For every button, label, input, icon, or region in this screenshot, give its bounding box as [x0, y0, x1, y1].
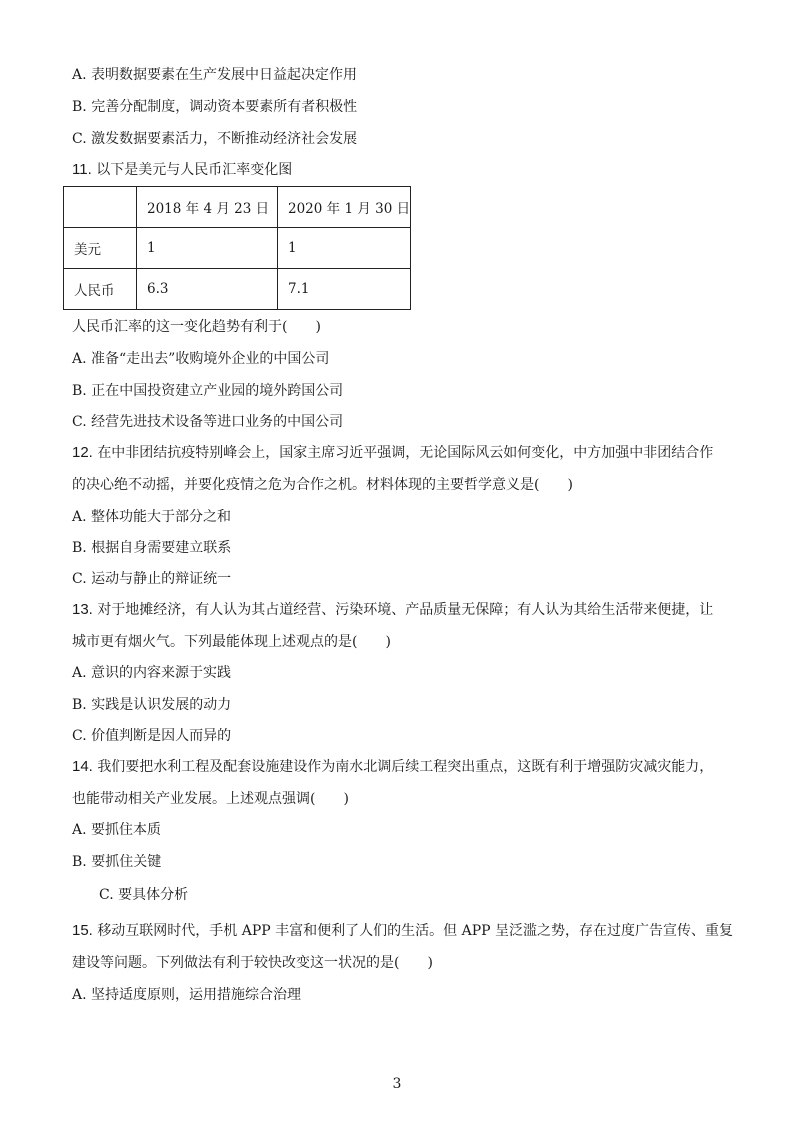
table-row: [64, 228, 411, 269]
q14-option-c: C. 要具体分析: [99, 887, 189, 903]
q13-stem-text: 对于地摊经济，有人认为其占道经营、污染环境、产品质量无保障；有人认为其给生活带来便捷，让: [97, 602, 714, 618]
q12-stem-text: 在中非团结抗疫特别峰会上，国家主席习近平强调，无论国际风云如何变化，中方加强中非团结合作: [97, 445, 714, 461]
q12-stem-line2: 的决心绝不动摇，并要化疫情之危为合作之机。材料体现的主要哲学意义是( ): [72, 477, 573, 493]
q14-stem-text: 我们要把水利工程及配套设施建设作为南水北调后续工程突出重点，这既有利于增强防灾减灾能力，: [97, 759, 714, 775]
q11-option-b: B. 正在中国投资建立产业园的境外跨国公司: [72, 383, 344, 399]
q11-stem: [72, 161, 292, 179]
table-cell: 7.1: [278, 269, 411, 310]
q13-option-a: A. 意识的内容来源于实践: [72, 665, 232, 681]
table-header-row: [64, 187, 411, 228]
q11-question: 人民币汇率的这一变化趋势有利于( ): [72, 319, 321, 335]
q12-number: 12.: [72, 444, 93, 461]
table-header-cell: 2020 年 1 月 30 日: [278, 187, 411, 228]
q13-option-c: C. 价值判断是因人而异的: [72, 728, 232, 744]
table-cell: 1: [278, 228, 411, 269]
table-header-cell: [64, 187, 137, 228]
page-number: 3: [392, 1076, 402, 1092]
q14-stem-line1: [72, 758, 713, 776]
table-row: [64, 269, 411, 310]
q11-option-a: A. 准备“走出去”收购境外企业的中国公司: [72, 351, 330, 367]
q14-option-a: A. 要抓住本质: [72, 822, 162, 838]
table-header-cell: 2018 年 4 月 23 日: [137, 187, 278, 228]
q13-stem-line2: 城市更有烟火气。下列最能体现上述观点的是( ): [72, 634, 391, 650]
q15-stem-line2: 建设等问题。下列做法有利于较快改变这一状况的是( ): [72, 955, 433, 971]
exchange-rate-table: [63, 186, 411, 310]
q11-option-c: C. 经营先进技术设备等进口业务的中国公司: [72, 414, 344, 430]
q10-option-a: A. 表明数据要素在生产发展中日益起决定作用: [72, 67, 358, 83]
table-cell: 6.3: [137, 269, 278, 310]
q12-option-a: A. 整体功能大于部分之和: [72, 509, 232, 525]
q15-stem-text: 移动互联网时代，手机 APP 丰富和便利了人们的生活。但 APP 呈泛滥之势，存在过度广告宣传、重复: [97, 923, 734, 939]
q15-number: 15.: [72, 922, 93, 939]
q11-number: 11.: [72, 161, 92, 178]
q14-option-b: B. 要抓住关键: [72, 854, 162, 870]
q11-stem-text: 以下是美元与人民币汇率变化图: [96, 162, 293, 178]
q13-option-b: B. 实践是认识发展的动力: [72, 697, 232, 713]
table-cell: 美元: [64, 228, 137, 269]
q10-option-b: B. 完善分配制度，调动资本要素所有者积极性: [72, 99, 358, 115]
q10-option-c: C. 激发数据要素活力，不断推动经济社会发展: [72, 131, 358, 147]
q14-number: 14.: [72, 758, 93, 775]
q13-stem-line1: [72, 601, 713, 619]
table-cell: 人民币: [64, 269, 137, 310]
q15-option-a: A. 坚持适度原则，运用措施综合治理: [72, 987, 302, 1003]
table-cell: 1: [137, 228, 278, 269]
q12-option-c: C. 运动与静止的辩证统一: [72, 571, 232, 587]
q14-stem-line2: 也能带动相关产业发展。上述观点强调( ): [72, 791, 349, 807]
q12-option-b: B. 根据自身需要建立联系: [72, 540, 232, 556]
q12-stem-line1: [72, 444, 713, 462]
q13-number: 13.: [72, 601, 93, 618]
q15-stem-line1: [72, 922, 733, 940]
